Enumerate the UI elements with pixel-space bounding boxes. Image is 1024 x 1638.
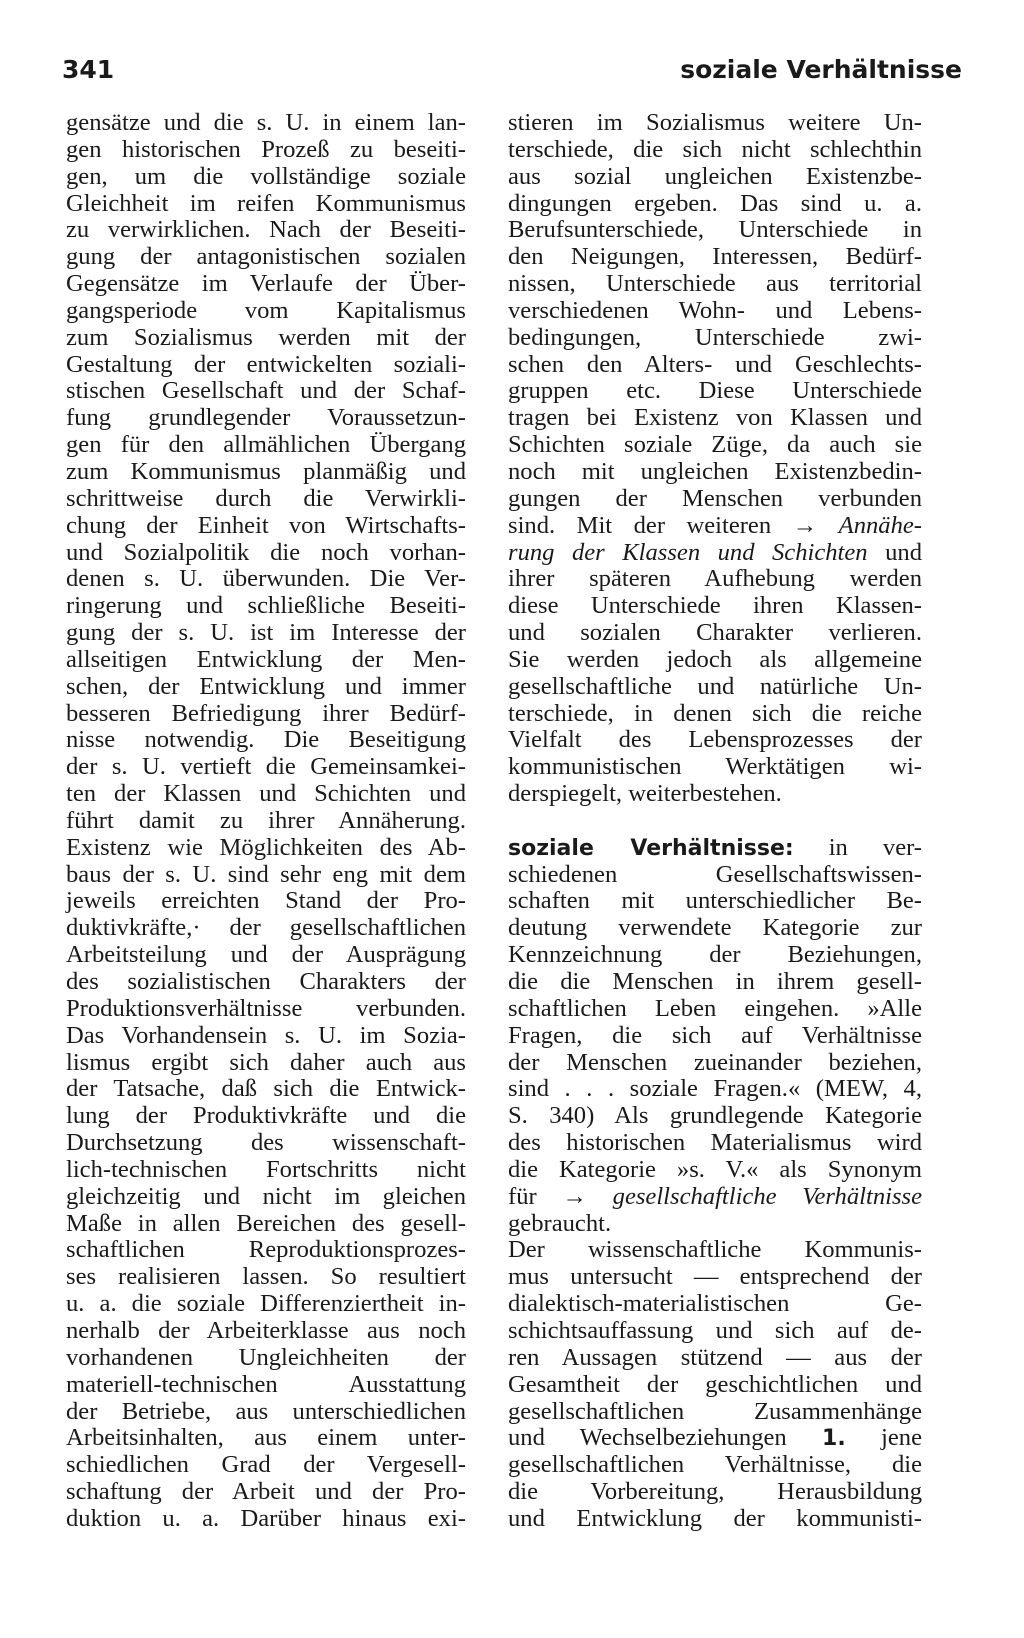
text-line: terschiede, in denen sich die reiche [508,699,922,727]
text-line: vorhandenen Ungleichheiten der [66,1343,466,1371]
text-line: u. a. die soziale Differenziertheit in- [66,1290,466,1318]
text-line: des historischen Materialismus wird [508,1129,922,1157]
text-line: schichtsauffassung und sich auf de- [508,1316,922,1344]
text-line: stischen Gesellschaft und der Schaf- [66,377,466,405]
text-line: Vielfalt des Lebensprozesses der [508,726,922,754]
text-line: duktion u. a. Darüber hinaus exi- [66,1504,466,1532]
text-line: zum Kommunismus planmäßig und [66,457,466,485]
text-line: terschiede, die sich nicht schlechthin [508,135,922,163]
text-line: tragen bei Existenz von Klassen und [508,404,922,432]
text-line: nissen, Unterschiede aus territorial [508,270,922,298]
text-line: allseitigen Entwicklung der Men- [66,645,466,673]
text-line: lung der Produktivkräfte und die [66,1102,466,1130]
page-header [62,50,962,90]
right-column [508,110,922,1533]
list-number: 1. [822,1426,846,1452]
text-line: ihrer späteren Aufhebung werden [508,565,922,593]
text-line: Arbeitsteilung und der Ausprägung [66,941,466,969]
text-line: Kennzeichnung der Beziehungen, [508,941,922,969]
text-line: gen historischen Prozeß zu beseiti- [66,135,466,163]
text-line: gensätze und die s. U. in einem lan- [66,109,466,136]
text-line: gen, um die vollständige soziale [66,162,466,190]
text-line: Fragen, die sich auf Verhältnisse [508,1021,922,1049]
text-line: zum Sozialismus werden mit der [66,323,466,351]
cross-reference-arrow: → [562,1182,587,1210]
text-line: derspiegelt, weiterbestehen. [508,780,782,808]
text-line [508,1184,922,1211]
text-line: der Tatsache, daß sich die Entwick- [66,1075,466,1103]
text-line: ses realisieren lassen. So resultiert [66,1263,466,1291]
text-line: die Kategorie »s. V.« als Synonym [508,1155,922,1183]
text-line: S. 340) Als grundlegende Kategorie [508,1102,922,1130]
text-line: dingungen ergeben. Das sind u. a. [508,189,922,217]
text-line [508,513,922,540]
text-line: Maße in allen Bereichen des gesell- [66,1209,466,1237]
text-line: gangsperiode vom Kapitalismus [66,296,466,324]
text-line: gebraucht. [508,1209,612,1237]
cross-reference-arrow: → [792,511,818,539]
text-line: nisse notwendig. Die Beseitigung [66,726,466,754]
text-line: gesellschaftlichen Zusammenhänge [508,1397,922,1425]
text-line: der Menschen zueinander beziehen, [508,1048,922,1076]
text-line: bedingungen, Unterschiede zwi- [508,323,922,351]
text-segment: sind. Mit der weiteren [508,511,793,539]
text-line: Durchsetzung des wissenschaft- [66,1129,466,1157]
paragraph-gap [508,808,922,835]
text-line: Gleichheit im reifen Kommunismus [66,189,466,217]
text-line: Existenz wie Möglichkeiten des Ab- [66,833,466,861]
text-line: Schichten soziale Züge, da auch sie [508,431,922,459]
cross-reference-link[interactable]: Annähe- [838,511,922,539]
text-line: schaftung der Arbeit und der Pro- [66,1478,466,1506]
text-line: deutung verwendete Kategorie zur [508,914,922,942]
text-line: Das Vorhandensein s. U. im Sozia- [66,1021,466,1049]
text-line: materiell-technischen Ausstattung [66,1370,466,1398]
text-line: sind . . . soziale Fragen.« (MEW, 4, [508,1075,922,1103]
text-line: des sozialistischen Charakters der [66,968,466,995]
text-line: baus der s. U. sind sehr eng mit dem [66,860,466,888]
cross-reference-link[interactable]: rung der Klassen und Schichten [508,538,868,566]
text-line: verschiedenen Wohn- und Lebens- [508,296,922,324]
text-line: dialektisch-materialistischen Ge- [508,1290,922,1318]
text-line [508,540,922,567]
text-line: gleichzeitig und nicht im gleichen [66,1182,466,1210]
text-line: die Vorbereitung, Herausbildung [508,1478,922,1506]
text-line: diese Unterschiede ihren Klassen- [508,592,922,620]
text-line: aus sozial ungleichen Existenzbe- [508,162,922,190]
text-line: schiedlichen Grad der Vergesell- [66,1451,466,1479]
text-line: Der wissenschaftliche Kommunis- [508,1236,922,1264]
text-line: gung der antagonistischen sozialen [66,243,466,271]
text-line: chung der Einheit von Wirtschafts- [66,511,466,539]
text-line: duktivkräfte,· der gesellschaftlichen [66,914,466,942]
text-line: jeweils erreichten Stand der Pro- [66,887,466,915]
text-line: zu verwirklichen. Nach der Beseiti- [66,216,466,244]
text-line: der Betriebe, aus unterschiedlichen [66,1397,466,1425]
text-line: noch mit ungleichen Existenzbedin- [508,457,922,485]
text-segment: in ver- [793,833,922,861]
text-line: gesellschaftlichen Verhältnisse, die [508,1451,922,1479]
text-line: Berufsunterschiede, Unterschiede in [508,216,922,244]
text-line: gruppen etc. Diese Unterschiede [508,377,922,405]
running-head: soziale Verhältnisse [680,55,962,84]
text-line: fung grundlegender Voraussetzun- [66,404,466,432]
text-line: und Entwicklung der kommunisti- [508,1504,922,1532]
cross-reference-link[interactable]: gesellschaftliche Verhältnisse [612,1182,923,1210]
left-column [66,110,466,1533]
text-line: lich-technischen Fortschritts nicht [66,1155,466,1183]
text-line: schaftlichen Leben eingehen. »Alle [508,994,922,1022]
text-line: lismus ergibt sich daher auch aus [66,1048,466,1076]
entry-lemma: soziale Verhältnisse: [508,835,794,861]
text-line: gesellschaftliche und natürliche Un- [508,672,922,700]
text-line: gen für den allmählichen Übergang [66,431,466,459]
text-segment: und [867,538,922,566]
text-line: schaften mit unterschiedlicher Be- [508,887,922,915]
text-line: gung der s. U. ist im Interesse der [66,619,466,647]
text-line: und Sozialpolitik die noch vorhan- [66,538,466,566]
text-line: Sie werden jedoch als allgemeine [508,645,922,673]
text-line: mus untersucht — entsprechend der [508,1263,922,1291]
text-line: kommunistischen Werktätigen wi- [508,753,922,781]
page-number: 341 [62,55,115,84]
text-line: die die Menschen in ihrem gesell- [508,968,922,995]
text-segment: und Wechselbeziehungen [508,1424,823,1452]
text-line: ringerung und schließliche Beseiti- [66,592,466,620]
text-line: ren Aussagen stützend — aus der [508,1343,922,1371]
text-line: denen s. U. überwunden. Die Ver- [66,565,466,593]
text-line: und sozialen Charakter verlieren. [508,619,922,647]
text-line: Gestaltung der entwickelten soziali- [66,350,466,378]
text-line: gungen der Menschen verbunden [508,484,922,512]
text-line: schiedenen Gesellschaftswissen- [508,860,922,888]
text-line: schrittweise durch die Verwirkli- [66,484,466,512]
text-line: führt damit zu ihrer Annäherung. [66,806,466,834]
text-segment: für [508,1182,563,1210]
text-line: schaftlichen Reproduktionsprozes- [66,1236,466,1264]
text-line: Gesamtheit der geschichtlichen und [508,1370,922,1398]
text-line: nerhalb der Arbeiterklasse aus noch [66,1316,466,1344]
text-line: stieren im Sozialismus weitere Un- [508,109,922,136]
text-line: Produktionsverhältnisse verbunden. [66,994,466,1022]
text-line: den Neigungen, Interessen, Bedürf- [508,243,922,271]
text-line: besseren Befriedigung ihrer Bedürf- [66,699,466,727]
text-line: schen, der Entwicklung und immer [66,672,466,700]
text-line: schen den Alters- und Geschlechts- [508,350,922,378]
text-line [508,1425,922,1452]
text-line: Arbeitsinhalten, aus einem unter- [66,1424,466,1452]
text-line: ten der Klassen und Schichten und [66,780,466,808]
entry-heading-line [508,835,922,862]
text-segment: jene [845,1424,922,1452]
text-line: Gegensätze im Verlaufe der Über- [66,270,466,298]
text-line: der s. U. vertieft die Gemeinsamkei- [66,753,466,781]
